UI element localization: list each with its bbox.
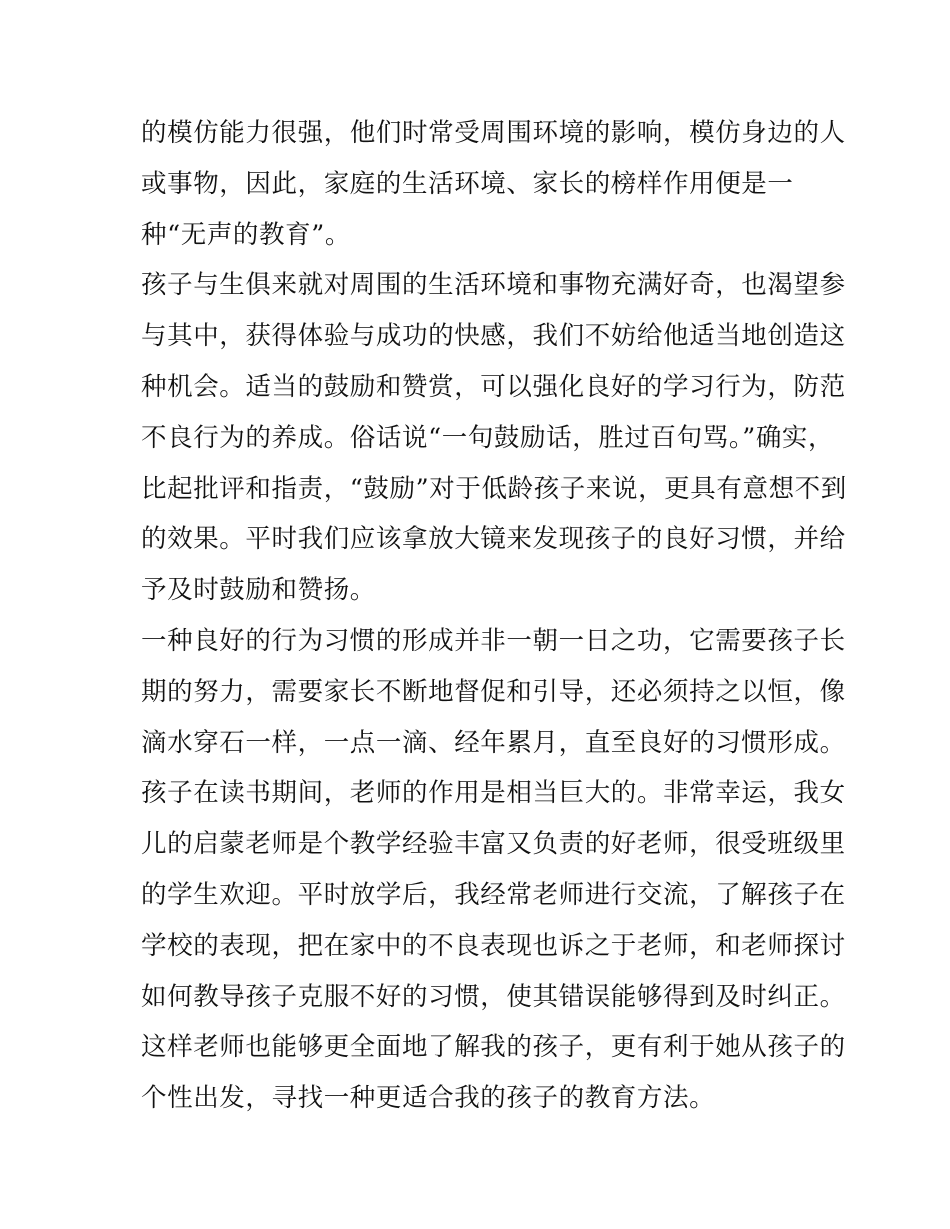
text-line: 或事物，因此，家庭的生活环境、家长的榜样作用便是一 <box>141 168 794 199</box>
text-line: 比起批评和指责，“鼓励”对于低龄孩子来说，更具有意想不到 <box>141 473 847 504</box>
text-line: 这样老师也能够更全面地了解我的孩子，更有利于她从孩子的 <box>141 1032 846 1063</box>
paragraph-1 <box>141 108 846 260</box>
text-line: 滴水穿石一样，一点一滴、经年累月，直至良好的习惯形成。 <box>141 727 846 758</box>
text-line: 的效果。平时我们应该拿放大镜来发现孩子的良好习惯，并给 <box>141 524 846 555</box>
paragraph-4 <box>141 768 846 1124</box>
text-line: 学校的表现，把在家中的不良表现也诉之于老师，和老师探讨 <box>141 930 846 961</box>
text-line: 的学生欢迎。平时放学后，我经常老师进行交流，了解孩子在 <box>141 879 846 910</box>
text-line: 如何教导孩子克服不好的习惯，使其错误能够得到及时纠正。 <box>141 981 846 1012</box>
paragraph-2 <box>141 260 847 616</box>
text-line: 期的努力，需要家长不断地督促和引导，还必须持之以恒，像 <box>141 676 846 707</box>
text-line: 种“无声的教育”。 <box>141 219 351 250</box>
text-line: 个性出发，寻找一种更适合我的孩子的教育方法。 <box>141 1083 716 1114</box>
text-line: 不良行为的养成。俗话说“一句鼓励话，胜过百句骂。”确实， <box>141 422 835 453</box>
text-line: 孩子与生俱来就对周围的生活环境和事物充满好奇，也渴望参 <box>141 270 846 301</box>
text-line: 予及时鼓励和赞扬。 <box>141 575 376 606</box>
text-line: 的模仿能力很强，他们时常受周围环境的影响，模仿身边的人 <box>141 118 846 148</box>
text-line: 儿的启蒙老师是个教学经验丰富又负责的好老师，很受班级里 <box>141 829 846 860</box>
document-page <box>141 108 847 1124</box>
text-line: 一种良好的行为习惯的形成并非一朝一日之功，它需要孩子长 <box>141 625 846 656</box>
text-line: 孩子在读书期间，老师的作用是相当巨大的。非常幸运，我女 <box>141 778 846 809</box>
paragraph-3 <box>141 616 846 768</box>
text-line: 种机会。适当的鼓励和赞赏，可以强化良好的学习行为，防范 <box>141 371 846 402</box>
text-line: 与其中，获得体验与成功的快感，我们不妨给他适当地创造这 <box>141 321 846 352</box>
